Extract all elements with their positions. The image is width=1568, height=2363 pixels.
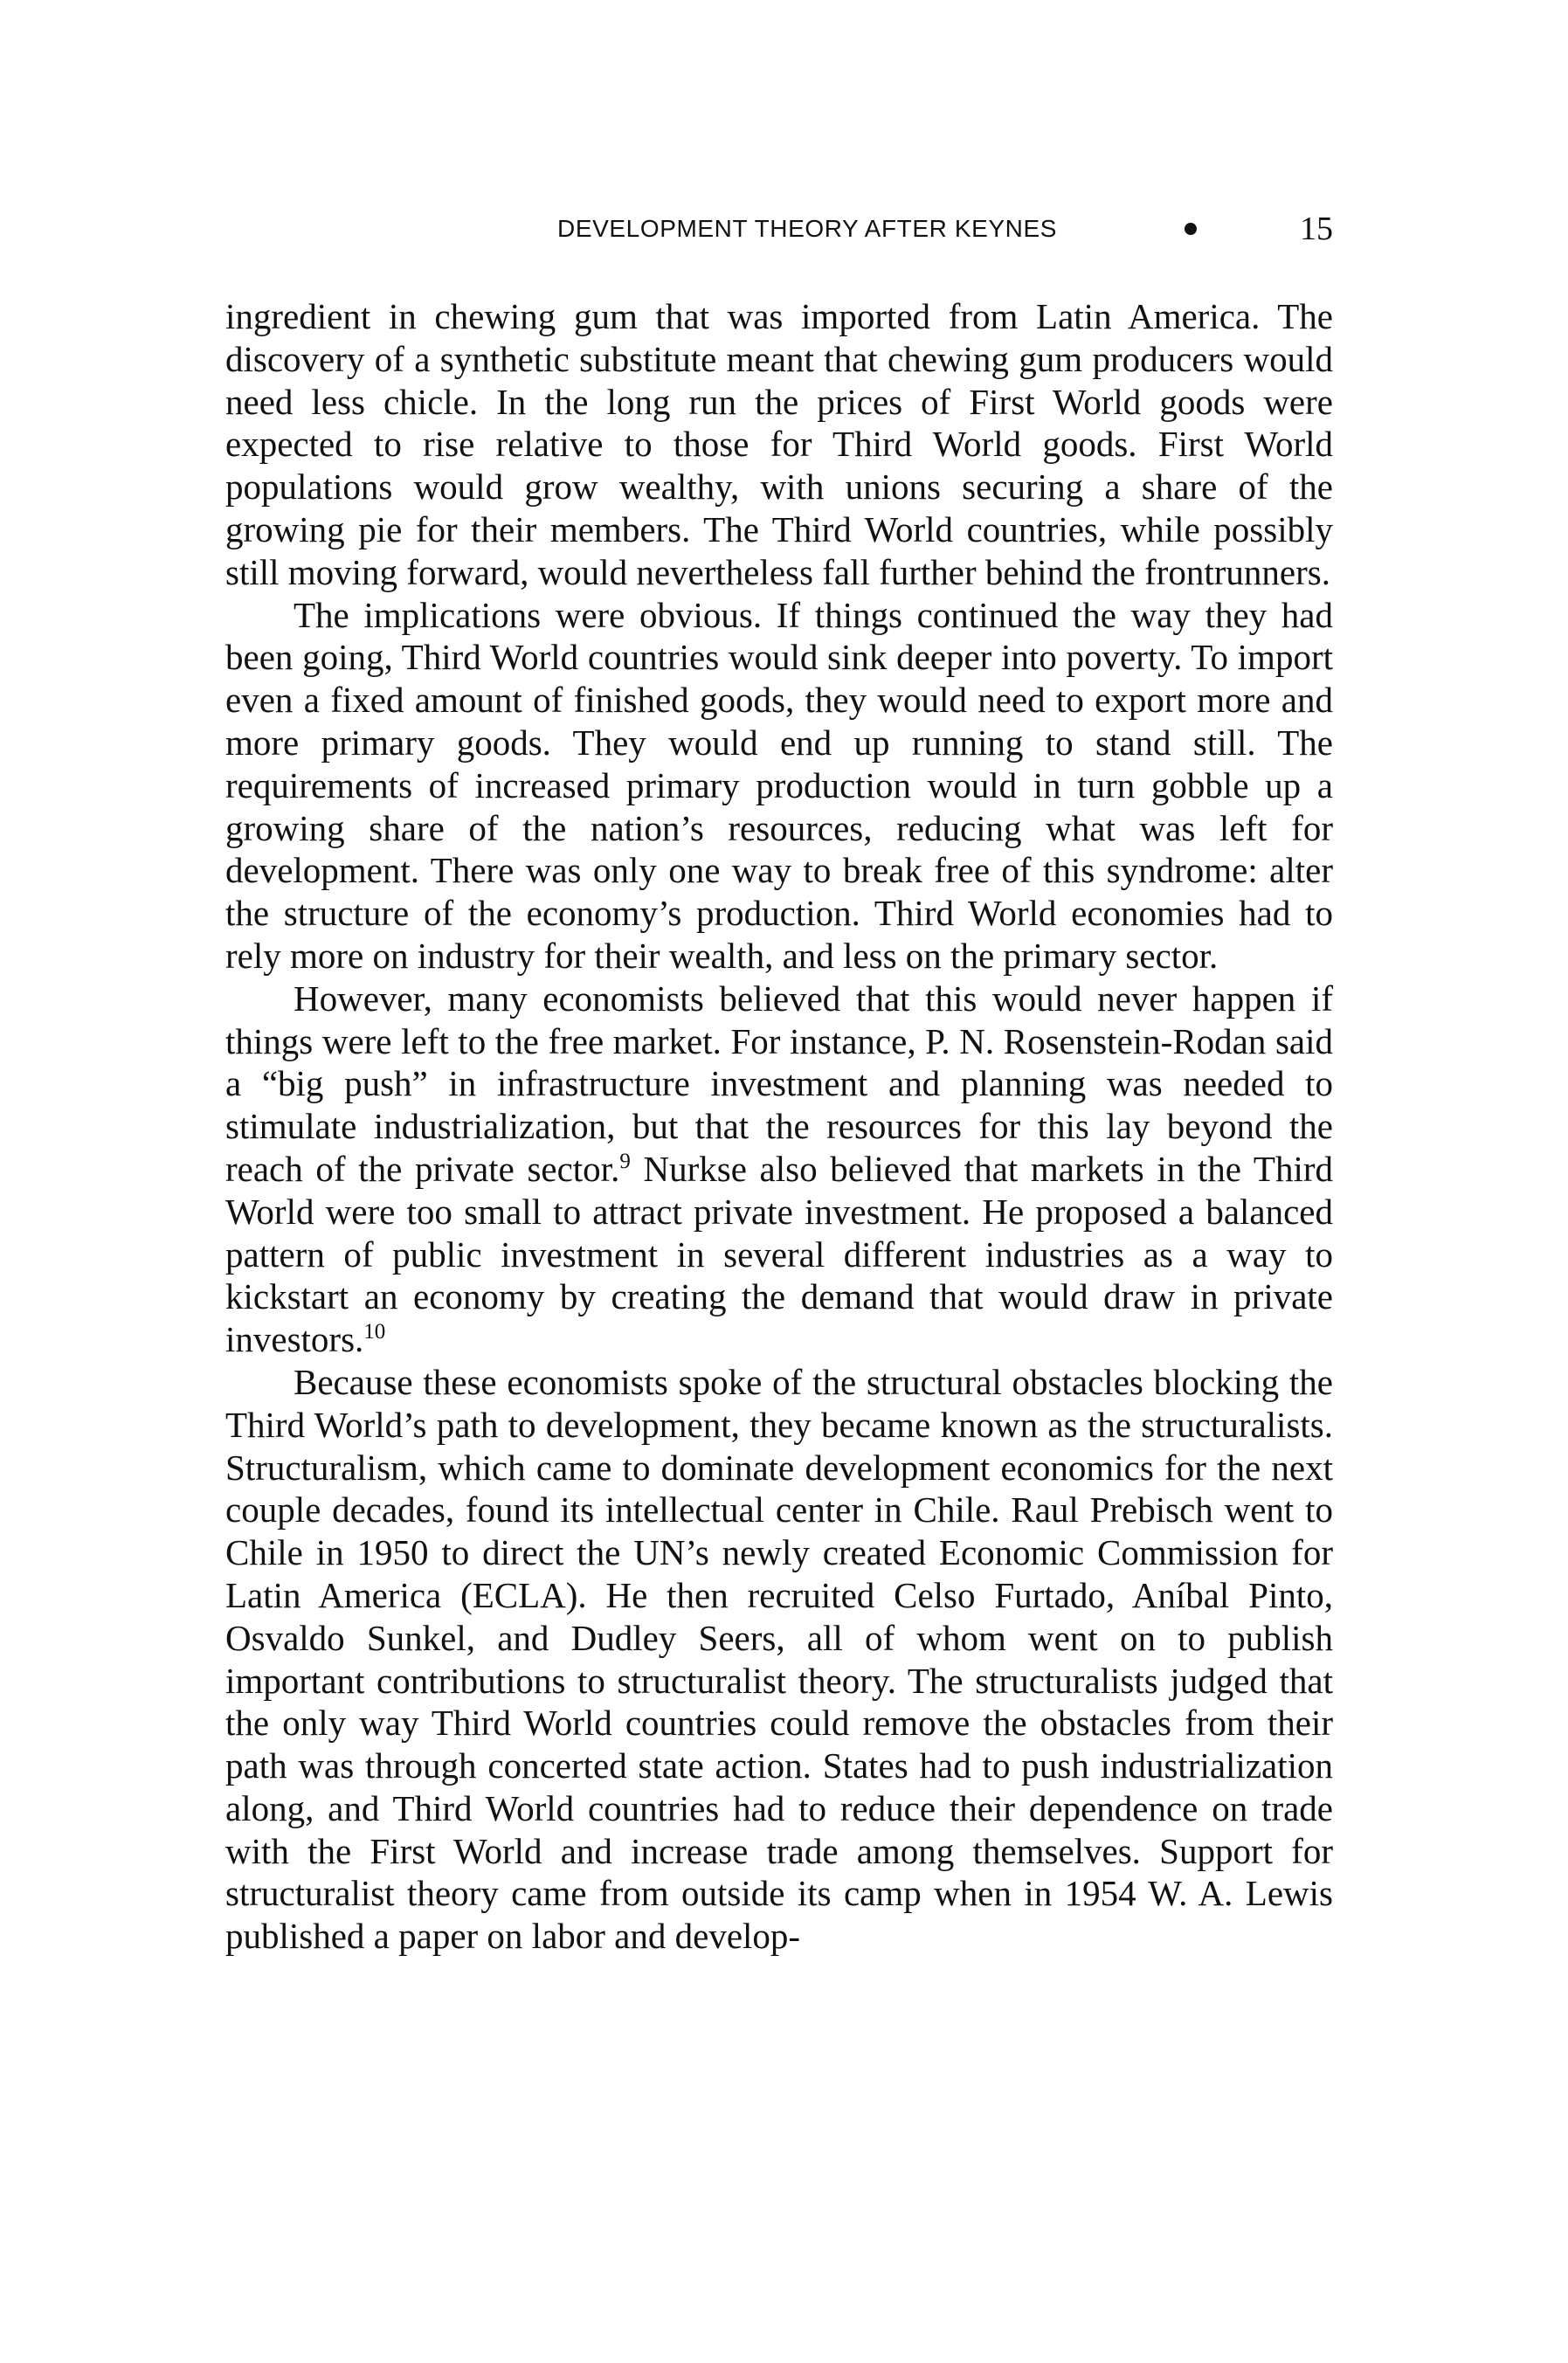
footnote-ref-9[interactable]: 9 [619,1149,631,1173]
footnote-ref-10[interactable]: 10 [363,1320,386,1344]
bullet-icon [1185,223,1197,235]
paragraph-text-segment: Nurkse also believed that markets in the Third World were too small to attract private investment. He proposed a balanced pattern of public investment in several different industries as a way to kickstart an economy by creating the demand that would draw in private investors. [225,1148,1333,1360]
paragraph-text-segment: However, many economists believed that this would never happen if things were left to the free market. For instance, P. N. Rosenstein-Rodan said a “big push” in infrastructure investment and planning was needed to stimulate industrialization, but that the resources for this lay beyond the reach of the private sector. [225,978,1333,1189]
paragraph-continued: ingredient in chewing gum that was imported from Latin America. The discovery of a synthetic substitute meant that chewing gum producers would need less chicle. In the long run the prices of First World goods were expected to rise relative to those for Third World goods. First World populations would grow wealthy, with unions securing a share of the growing pie for their members. The Third World countries, while possibly still moving forward, would nevertheless fall further behind the frontrunners. [225,296,1333,592]
running-title: DEVELOPMENT THEORY AFTER KEYNES [557,215,1058,242]
page-number: 15 [1300,211,1333,247]
body-text [225,295,1333,1958]
paragraph-structuralists: Because these economists spoke of the structural obstacles blocking the Third World’s path to development, they became known as the structuralists. Structuralism, which came to dominate development economics for the next couple decades, found its intellectual center in Chile. Raul Prebisch went to Chile in 1950 to direct the UN’s newly created Economic Commission for Latin America (ECLA). He then recruited Celso Furtado, Aníbal Pinto, Osvaldo Sunkel, and Dudley Seers, all of whom went on to publish important contributions to structuralist theory. The structuralists judged that the only way Third World countries could remove the obstacles from their path was through concerted state action. States had to push industrialization along, and Third World countries had to reduce their dependence on trade with the First World and increase trade among themselves. Support for structuralist theory came from outside its camp when in 1954 W. A. Lewis published a paper on labor and develop- [225,1361,1333,1957]
paragraph-implications: The implications were obvious. If things continued the way they had been going, Third World countries would sink deeper into poverty. To import even a fixed amount of finished goods, they would need to export more and more primary goods. They would end up running to stand still. The requirements of increased primary production would in turn gobble up a growing share of the nation’s resources, reducing what was left for development. There was only one way to break free of this syndrome: alter the structure of the economy’s production. Third World economies had to rely more on industry for their wealth, and less on the primary sector. [225,594,1333,976]
paragraph-big-push [225,978,1333,1361]
running-head [225,210,1333,248]
